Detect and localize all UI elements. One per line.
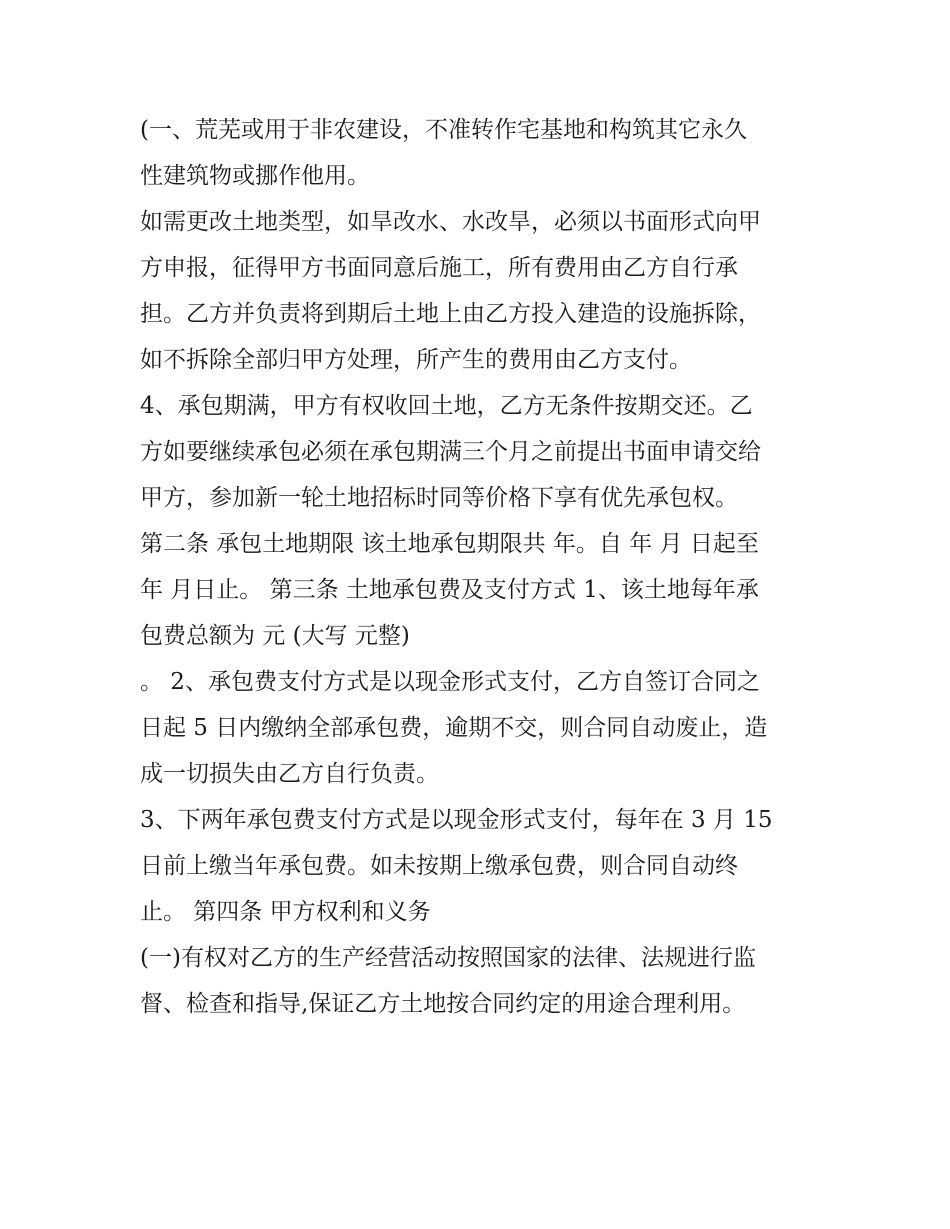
text-line: 方如要继续承包必须在承包期满三个月之前提出书面申请交给 [140, 439, 761, 465]
contract-text-body [140, 107, 820, 1027]
text-line: 督、检查和指导,保证乙方土地按合同约定的用途合理利用。 [140, 991, 746, 1017]
text-line: 如不拆除全部归甲方处理，所产生的费用由乙方支付。 [140, 347, 692, 373]
text-line: 止。 第四条 甲方权利和义务 [140, 899, 431, 925]
text-line: 4、承包期满，甲方有权收回土地，乙方无条件按期交还。乙 [140, 393, 753, 419]
text-line: 日起 5 日内缴纳全部承包费，逾期不交，则合同自动废止，造 [140, 715, 768, 741]
text-line: (一)有权对乙方的生产经营活动按照国家的法律、法规进行监 [140, 945, 756, 971]
text-line: (一、荒芜或用于非农建设，不准转作宅基地和构筑其它永久 [140, 117, 747, 143]
text-line: 甲方，参加新一轮土地招标时同等价格下享有优先承包权。 [140, 485, 738, 511]
text-line: 成一切损失由乙方自行负责。 [140, 761, 439, 787]
text-line: 日前上缴当年承包费。如未按期上缴承包费，则合同自动终 [140, 853, 738, 879]
text-line: 年 月日止。 第三条 土地承包费及支付方式 1、该土地每年承 [140, 577, 759, 603]
text-line: 包费总额为 元 (大写 元整) [140, 623, 410, 649]
text-line: 方申报，征得甲方书面同意后施工，所有费用由乙方自行承 [140, 255, 738, 281]
text-line: 。 2、承包费支付方式是以现金形式支付，乙方自签订合同之 [140, 669, 760, 695]
text-line: 第二条 承包土地期限 该土地承包期限共 年。自 年 月 日起至 [140, 531, 759, 557]
text-line: 担。乙方并负责将到期后土地上由乙方投入建造的设施拆除， [140, 301, 761, 327]
text-line: 性建筑物或挪作他用。 [140, 163, 370, 189]
text-line: 3、下两年承包费支付方式是以现金形式支付，每年在 3 月 15 [140, 807, 773, 833]
text-line: 如需更改土地类型，如旱改水、水改旱，必须以书面形式向甲 [140, 209, 761, 235]
